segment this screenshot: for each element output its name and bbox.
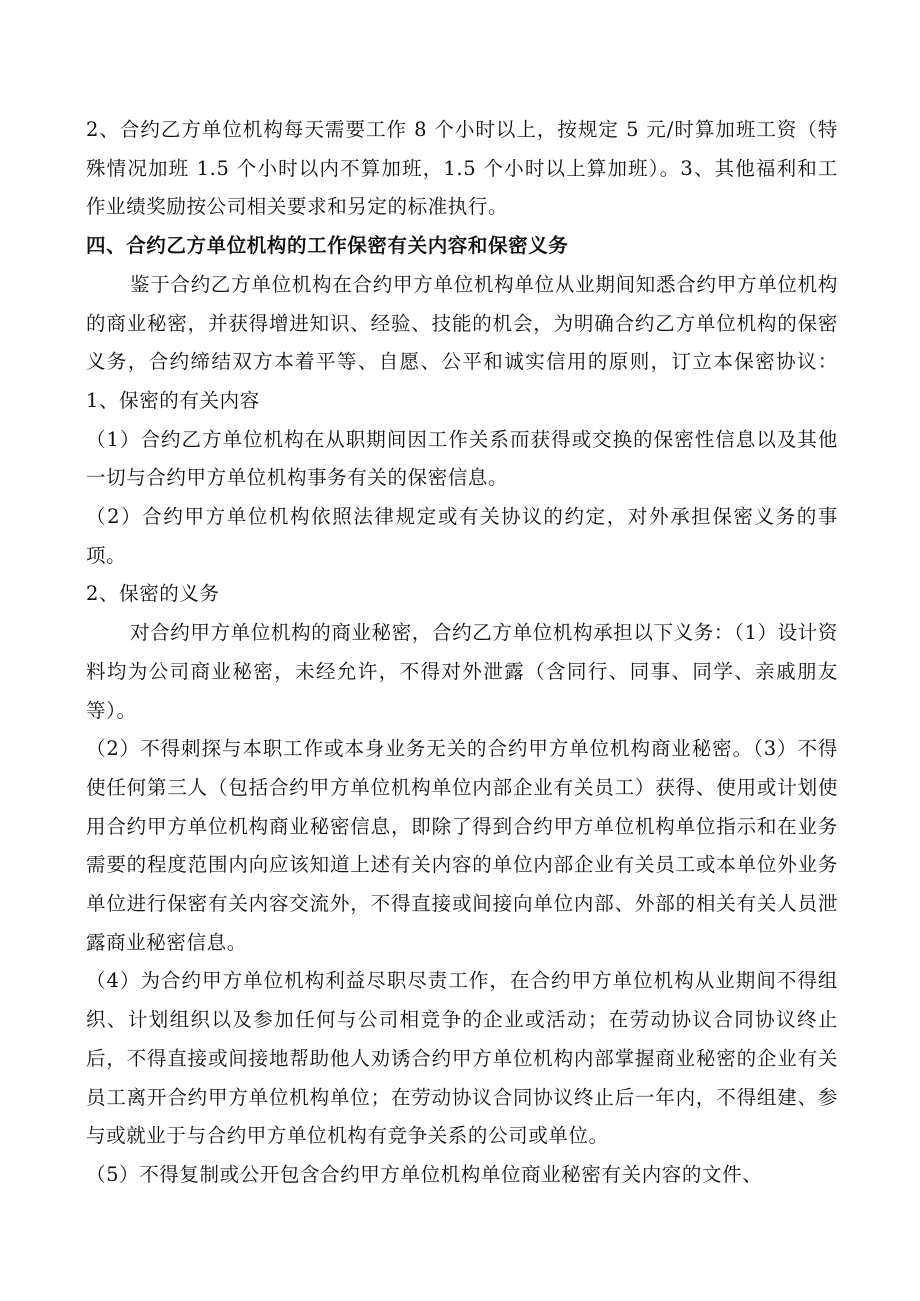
paragraph-overtime-pay: 2、合约乙方单位机构每天需要工作 8 个小时以上，按规定 5 元/时算加班工资（特殊情况加班 1.5 个小时以内不算加班，1.5 个小时以上算加班）。3、其他福利和工作业绩奖励按公司相关要求和另定的标准执行。: [86, 118, 838, 219]
paragraph-confidential-item-1: （1）合约乙方单位机构在从职期间因工作关系而获得或交换的保密性信息以及其他一切与合约甲方单位机构事务有关的保密信息。: [86, 427, 838, 490]
document-body: [86, 111, 838, 1195]
paragraph-confidential-item-2: （2）合约甲方单位机构依照法律规定或有关协议的约定，对外承担保密义务的事项。: [86, 505, 838, 567]
paragraph-duty-5: （5）不得复制或公开包含合约甲方单位机构单位商业秘密有关内容的文件、: [86, 1162, 763, 1186]
paragraph-duty-2-3: （2）不得刺探与本职工作或本身业务无关的合约甲方单位机构商业秘密。（3）不得使任何第三人（包括合约甲方单位机构单位内部企业有关员工）获得、使用或计划使用合约甲方单位机构商业秘密信息，即除了得到合约甲方单位机构单位指示和在业务需要的程度范围内向应该知道上述有关内容的单位内部企业有关员工或本单位外业务单位进行保密有关内容交流外，不得直接或间接向单位内部、外部的相关有关人员泄露商业秘密信息。: [86, 737, 838, 954]
paragraph-duty-1: 对合约甲方单位机构的商业秘密，合约乙方单位机构承担以下义务：（1）设计资料均为公司商业秘密，未经允许，不得对外泄露（含同行、同事、同学、亲戚朋友等）。: [86, 621, 838, 722]
subheading-confidentiality-duties: 2、保密的义务: [86, 582, 220, 606]
paragraph-confidentiality-intro: 鉴于合约乙方单位机构在合约甲方单位机构单位从业期间知悉合约甲方单位机构的商业秘密，并获得增进知识、经验、技能的机会，为明确合约乙方单位机构的保密义务，合约缔结双方本着平等、自愿、公平和诚实信用的原则，订立本保密协议：1、保密的有关内容: [86, 272, 838, 412]
section-heading-confidentiality: 四、合约乙方单位机构的工作保密有关内容和保密义务: [86, 234, 569, 258]
paragraph-duty-4: （4）为合约甲方单位机构利益尽职尽责工作，在合约甲方单位机构从业期间不得组织、计划组织以及参加任何与公司相竞争的企业或活动；在劳动协议合同协议终止后，不得直接或间接地帮助他人劝诱合约甲方单位机构内部掌握商业秘密的企业有关员工离开合约甲方单位机构单位；在劳动协议合同协议终止后一年内，不得组建、参与或就业于与合约甲方单位机构有竞争关系的公司或单位。: [86, 969, 838, 1148]
